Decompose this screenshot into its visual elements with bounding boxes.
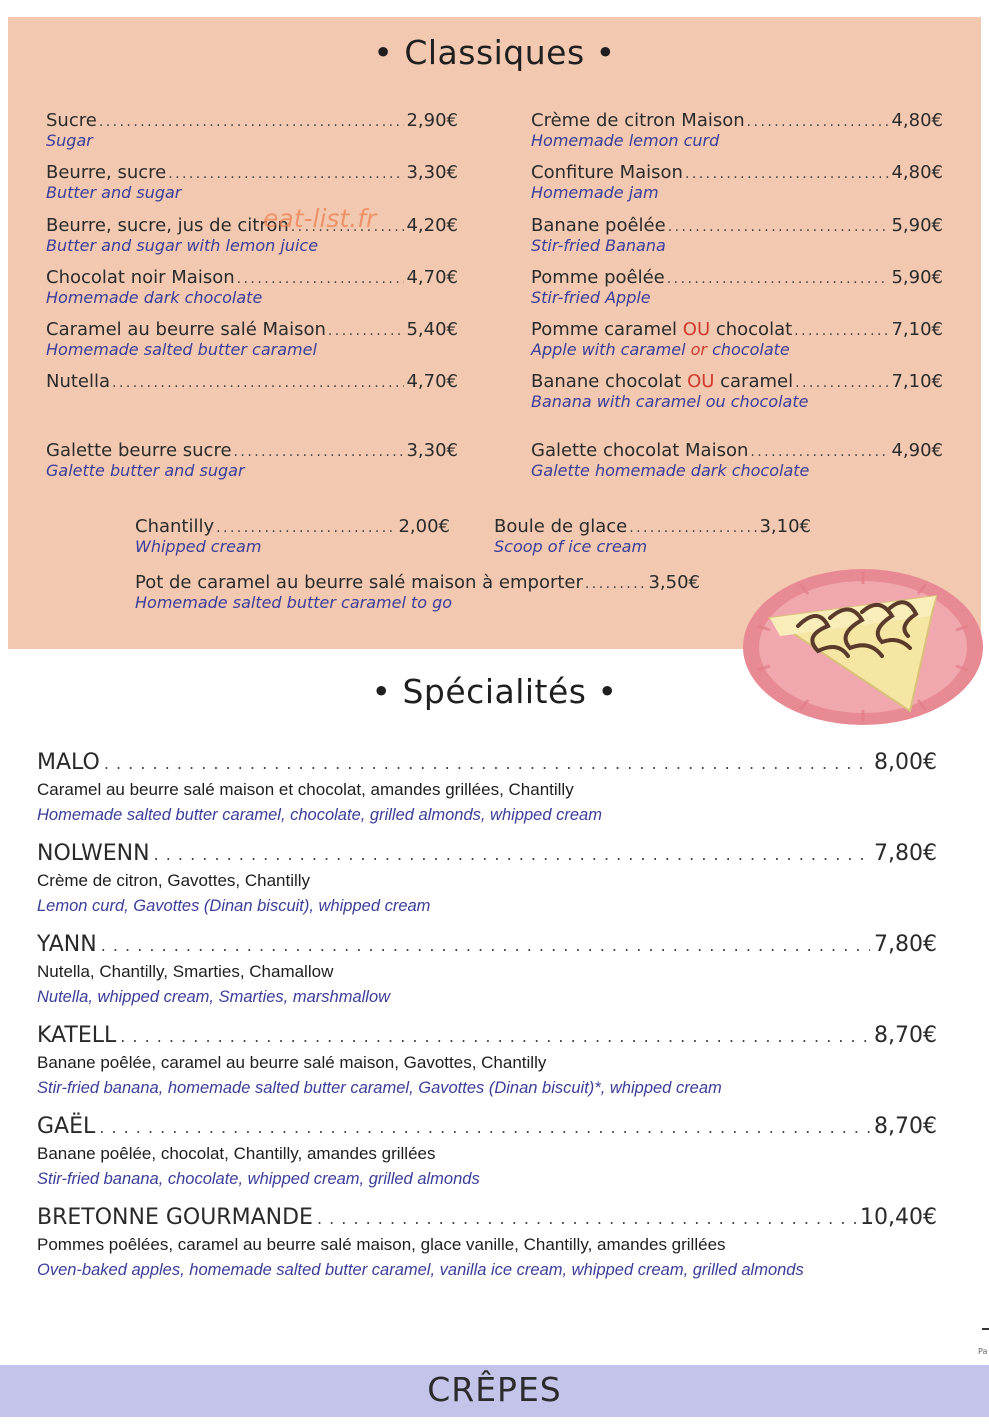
item-price: 4,90€ (891, 441, 943, 461)
item-price: 4,70€ (406, 268, 458, 288)
menu-item-boule-glace (494, 517, 811, 555)
item-price: 7,10€ (891, 372, 943, 392)
item-english: Galette homemade dark chocolate (531, 461, 810, 480)
item-description-fr: Caramel au beurre salé maison et chocolat, amandes grillées, Chantilly (37, 780, 574, 799)
item-english: Homemade salted butter caramel to go (135, 593, 453, 612)
item-name: Pomme poêlée (531, 268, 665, 288)
menu-item-galette-beurre-sucre (46, 441, 458, 479)
menu-item-sucre (46, 111, 458, 149)
item-english: Stir-fried Banana (531, 236, 666, 255)
item-price: 2,00€ (398, 517, 450, 537)
item-name: Banane poêlée (531, 216, 666, 236)
item-price: 8,70€ (874, 1023, 937, 1048)
item-english: Galette butter and sugar (46, 461, 245, 480)
item-english: Homemade lemon curd (531, 131, 720, 150)
menu-item-pot-caramel (135, 573, 700, 611)
item-price: 4,80€ (891, 163, 943, 183)
item-price: 7,80€ (874, 841, 937, 866)
item-name: Galette beurre sucre (46, 441, 232, 461)
item-name: Beurre, sucre, jus de citron (46, 216, 289, 236)
or-word: or (690, 340, 707, 359)
item-english: Stir-fried Apple (531, 288, 651, 307)
item-name: Sucre (46, 111, 97, 131)
item-name: Pot de caramel au beurre salé maison à emporter (135, 573, 583, 593)
item-name-part: chocolat (710, 320, 793, 340)
menu-item-galette-chocolat (531, 441, 943, 479)
item-name: Chocolat noir Maison (46, 268, 235, 288)
item-name: Chantilly (135, 517, 215, 537)
item-english: Homemade salted butter caramel (46, 340, 317, 359)
item-name-part: Banane chocolat (531, 372, 688, 392)
item-name: Crème de citron Maison (531, 111, 745, 131)
item-english: Sugar (46, 131, 93, 150)
menu-item-beurre-sucre-citron (46, 216, 458, 254)
item-price: 3,30€ (406, 163, 458, 183)
item-description-en: Lemon curd, Gavottes (Dinan biscuit), whipped cream (37, 897, 431, 915)
item-name: NOLWENN (37, 841, 150, 866)
item-price: 5,90€ (891, 268, 943, 288)
footer-title: CRÊPES (427, 1370, 562, 1409)
item-price: 4,70€ (406, 372, 458, 392)
item-name: GAËL (37, 1114, 96, 1139)
menu-item-pomme-poelee (531, 268, 943, 306)
item-description-en: Nutella, whipped cream, Smarties, marshmallow (37, 988, 391, 1006)
item-description-fr: Banane poêlée, caramel au beurre salé maison, Gavottes, Chantilly (37, 1053, 547, 1072)
item-price: 8,70€ (874, 1114, 937, 1139)
item-name: Confiture Maison (531, 163, 683, 183)
item-price: 4,80€ (891, 111, 943, 131)
item-english: Banana with caramel ou chocolate (531, 392, 809, 411)
english-part: chocolate (706, 340, 790, 359)
item-english: Whipped cream (135, 537, 262, 556)
item-english: Homemade jam (531, 183, 659, 202)
item-english: Butter and sugar (46, 183, 182, 202)
ou-word: OU (687, 372, 715, 392)
item-name: Nutella (46, 372, 111, 392)
menu-item-beurre-sucre (46, 163, 458, 201)
item-price: 2,90€ (406, 111, 458, 131)
item-description-fr: Nutella, Chantilly, Smarties, Chamallow (37, 962, 334, 981)
item-english: Scoop of ice cream (494, 537, 648, 556)
item-price: 7,80€ (874, 932, 937, 957)
item-price: 4,20€ (406, 216, 458, 236)
item-description-en: Stir-fried banana, chocolate, whipped cream, grilled almonds (37, 1170, 480, 1188)
ou-word: OU (682, 320, 711, 340)
item-price: 8,00€ (874, 750, 937, 775)
item-english: Homemade dark chocolate (46, 288, 263, 307)
item-description-en: Stir-fried banana, homemade salted butter caramel, Gavottes (Dinan biscuit)*, whipped cream (37, 1079, 722, 1097)
specialite-katell (37, 1023, 937, 1099)
specialite-gael (37, 1114, 937, 1190)
edge-text: Pa (978, 1347, 988, 1356)
item-name: Caramel au beurre salé Maison (46, 320, 326, 340)
item-name: Galette chocolat Maison (531, 441, 749, 461)
item-price: 5,90€ (891, 216, 943, 236)
watermark: eat-list.fr (263, 204, 377, 233)
item-name: BRETONNE GOURMANDE (37, 1205, 313, 1230)
specialite-malo (37, 750, 937, 826)
menu-item-confiture (531, 163, 943, 201)
item-name: YANN (37, 932, 97, 957)
classiques-title: • Classiques • (373, 33, 616, 72)
item-description-fr: Banane poêlée, chocolat, Chantilly, amandes grillées (37, 1144, 436, 1163)
menu-item-chantilly (135, 517, 450, 555)
specialites-title: • Spécialités • (371, 672, 618, 711)
item-name-part: caramel (714, 372, 794, 392)
item-description-fr: Pommes poêlées, caramel au beurre salé maison, glace vanille, Chantilly, amandes grillées (37, 1235, 726, 1254)
menu-item-caramel (46, 320, 458, 358)
item-price: 5,40€ (406, 320, 458, 340)
item-price: 3,50€ (648, 573, 700, 593)
menu-item-banane-poelee (531, 216, 943, 254)
specialite-yann (37, 932, 937, 1008)
menu-item-chocolat-noir (46, 268, 458, 306)
item-description-en: Oven-baked apples, homemade salted butter caramel, vanilla ice cream, whipped cream, grilled almonds (37, 1261, 804, 1279)
item-description-en: Homemade salted butter caramel, chocolate, grilled almonds, whipped cream (37, 806, 602, 824)
item-price: 7,10€ (891, 320, 943, 340)
menu-item-nutella (46, 372, 458, 393)
item-english: Butter and sugar with lemon juice (46, 236, 319, 255)
item-price: 3,30€ (406, 441, 458, 461)
item-name: MALO (37, 750, 100, 775)
item-name: Boule de glace (494, 517, 628, 537)
item-name: KATELL (37, 1023, 117, 1048)
menu-item-creme-citron (531, 111, 943, 149)
edge-mark-line (982, 1328, 989, 1330)
item-name-part: Pomme caramel (531, 320, 683, 340)
english-part: Apple with caramel (531, 340, 691, 359)
item-price: 3,10€ (759, 517, 811, 537)
specialite-nolwenn (37, 841, 937, 917)
item-name: Beurre, sucre (46, 163, 167, 183)
item-english (531, 341, 943, 358)
menu-item-pomme-caramel-chocolat (531, 320, 943, 358)
item-description-fr: Crème de citron, Gavottes, Chantilly (37, 871, 311, 890)
item-price: 10,40€ (860, 1205, 937, 1230)
menu-item-banane-chocolat-caramel (531, 372, 943, 410)
specialite-bretonne-gourmande (37, 1205, 937, 1281)
